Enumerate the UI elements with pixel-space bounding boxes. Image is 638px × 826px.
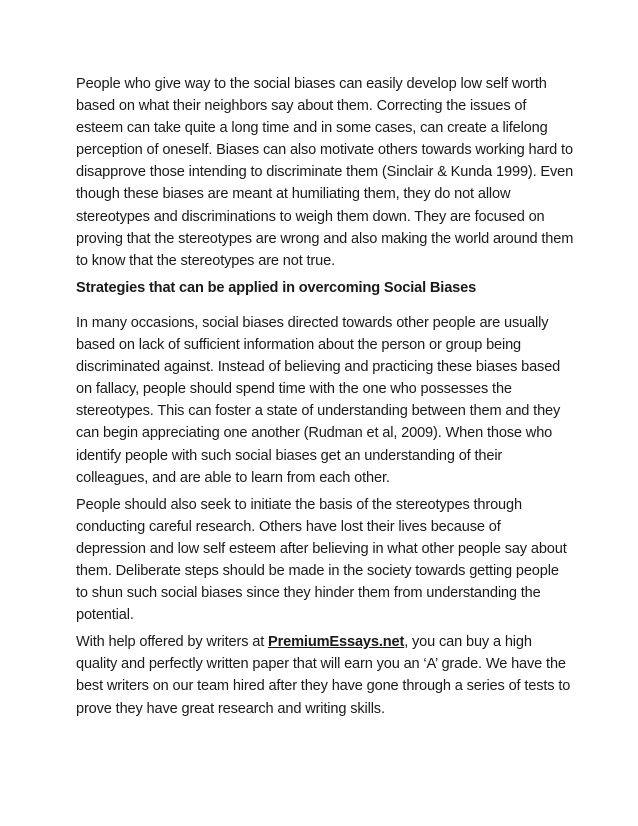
promo-text-before: With help offered by writers at [76, 634, 269, 651]
paragraph-social-biases-effects: People who give way to the social biases can easily develop low self worth based on what their neighbors say about them. Correcting the issues of esteem can take quite a long time and in some cases, can create a lifelong perception of oneself. Biases can also motivate others towards working hard to disapprove those intending to discriminate them (Sinclair & Kunda 1999). Even though these biases are meant at humiliating them, they do not allow stereotypes and discriminations to weigh them down. They are focused on proving that the stereotypes are wrong and also making the world around them to know that the stereotypes are not true. [76, 76, 574, 269]
promo-text-after: , you can buy a high quality and perfectly written paper that will earn you an ‘A’ grade. We have the best writers on our team hired after they have gone through a series of tests to prove they have great research and writing skills. [76, 634, 571, 717]
paragraph-spend-time: In many occasions, social biases directed towards other people are usually based on lack of sufficient information about the person or group being discriminated against. Instead of believing and practicing these biases based on fallacy, people should spend time with the one who possesses the stereotypes. This can foster a state of understanding between them and they can begin appreciating one another (Rudman et al, 2009). When those who identify people with such social biases get an understanding of their colleagues, and are able to learn from each other. [76, 314, 561, 486]
paragraph-promo [76, 631, 574, 719]
section-heading: Strategies that can be applied in overcoming Social Biases [76, 279, 477, 296]
premiumessays-link[interactable]: PremiumEssays.net [268, 634, 405, 651]
document-body [76, 73, 574, 725]
paragraph-research: People should also seek to initiate the basis of the stereotypes through conducting careful research. Others have lost their lives because of depression and low self esteem after believing in what other people say about them. Deliberate steps should be made in the society towards getting people to shun such social biases since they hinder them from understanding the potential. [76, 496, 567, 624]
